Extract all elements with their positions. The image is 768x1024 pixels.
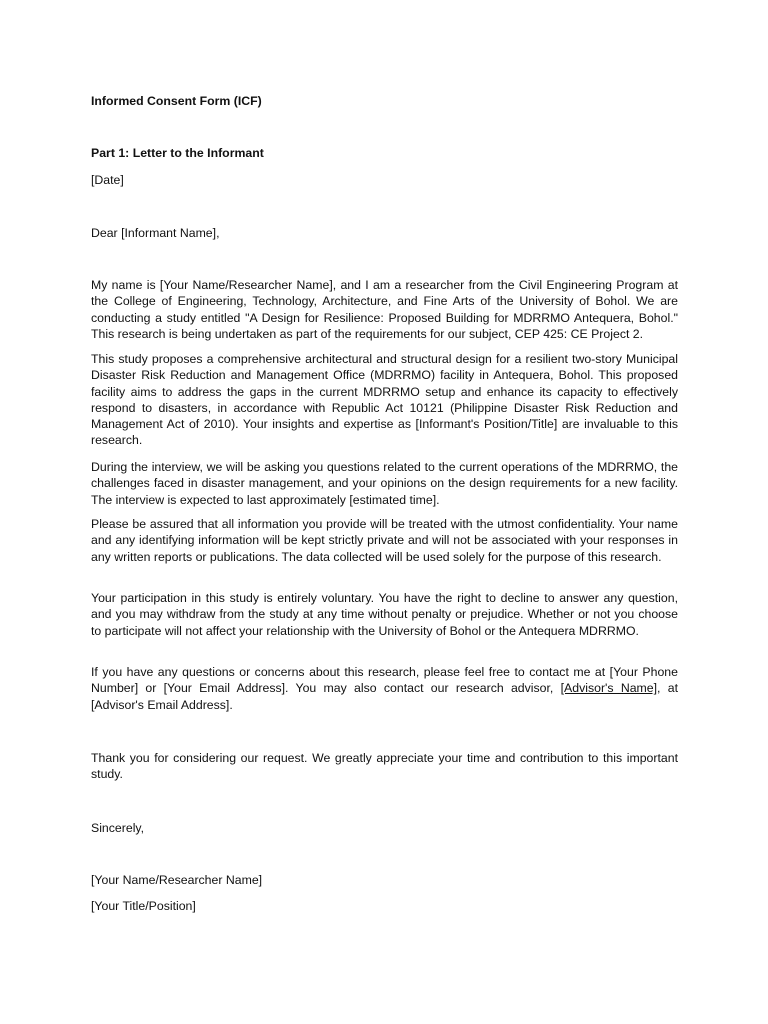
contact-text-after: , at [Advisor's Email Address]. [91, 681, 678, 712]
document-page [91, 0, 678, 1024]
intro-paragraph: My name is [Your Name/Researcher Name], and I am a researcher from the Civil Engineering Program at the College of Engineering, Technology, Architecture, and Fine Arts of the University of Bohol. We are conducting a study entitled "A Design for Resilience: Proposed Building for MDRRMO Antequera, Bohol." This research is being undertaken as part of the requirements for our subject, CEP 425: CE Project 2. [91, 278, 678, 341]
contact-paragraph [91, 664, 678, 713]
signature-title: [Your Title/Position] [91, 899, 196, 913]
part-heading: Part 1: Letter to the Informant [91, 146, 264, 160]
signature-name: [Your Name/Researcher Name] [91, 873, 263, 887]
form-title: Informed Consent Form (ICF) [91, 94, 262, 108]
closing: Sincerely, [91, 821, 145, 835]
interview-paragraph: During the interview, we will be asking you questions related to the current operations of the MDRRMO, the challenges faced in disaster management, and your opinions on the design requirements for a new facility. The interview is expected to last approximately [estimated time]. [91, 460, 678, 507]
advisor-name: [Advisor's Name] [560, 681, 658, 696]
salutation: Dear [Informant Name], [91, 226, 220, 240]
thanks-paragraph: Thank you for considering our request. We greatly appreciate your time and contribution to this important study. [91, 751, 678, 782]
confidentiality-paragraph: Please be assured that all information you provide will be treated with the utmost confidentiality. Your name and any identifying information will be kept strictly private and will not be associated with your responses in any written reports or publications. The data collected will be used solely for the purpose of this research. [91, 517, 678, 564]
date-placeholder: [Date] [91, 173, 124, 187]
study-purpose-paragraph: This study proposes a comprehensive architectural and structural design for a resilient two-story Municipal Disaster Risk Reduction and Management Office (MDRRMO) facility in Antequera, Bohol. This proposed facility aims to address the gaps in the current MDRRMO setup and enhance its capacity to effectively respond to disasters, in accordance with Republic Act 10121 (Philippine Disaster Risk Reduction and Management Act of 2010). Your insights and expertise as [Informant's Position/Title] are invaluable to this research. [91, 352, 678, 448]
contact-text-before: If you have any questions or concerns about this research, please feel free to contact me at [Your Phone Number] or [Your Email Address]. You may also contact our research advisor, [91, 665, 678, 696]
voluntary-paragraph: Your participation in this study is entirely voluntary. You have the right to decline to answer any question, and you may withdraw from the study at any time without penalty or prejudice. Whether or not you choose to participate will not affect your relationship with the University of Bohol or the Antequera MDRRMO. [91, 591, 678, 638]
